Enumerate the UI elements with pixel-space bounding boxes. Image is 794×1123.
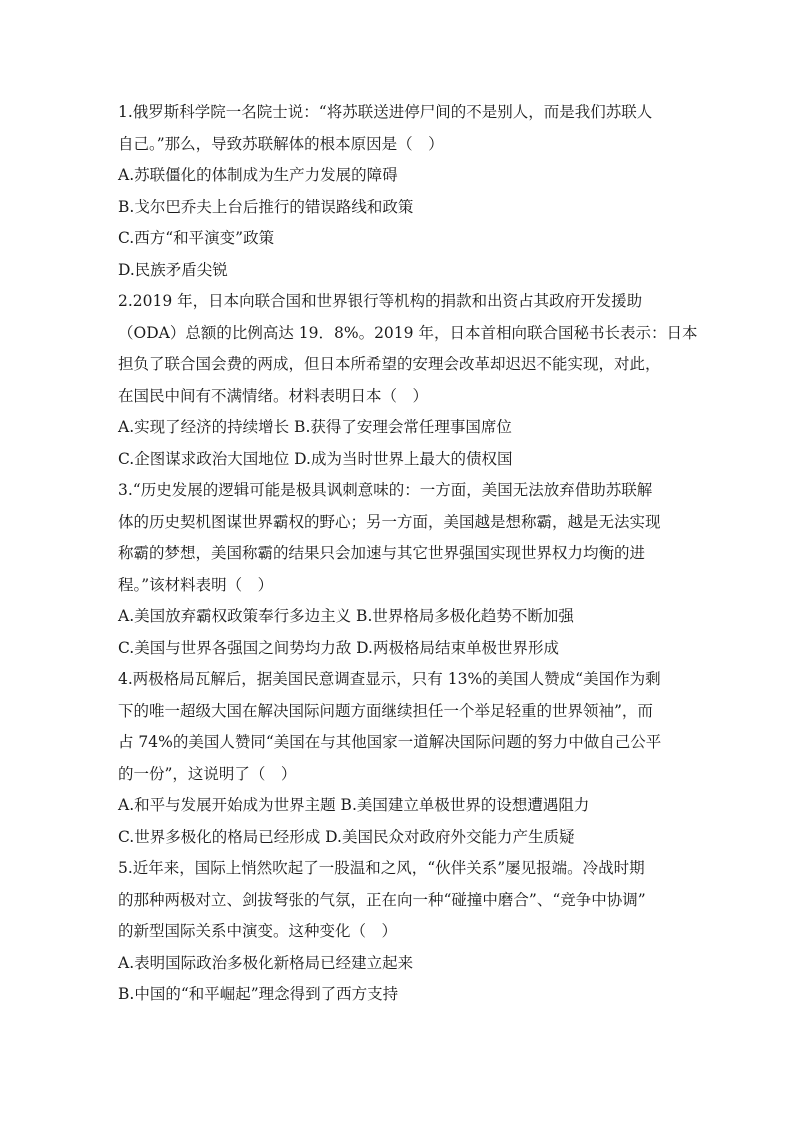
question-3-stem-line-4: 程。”该材料表明（ ） [118, 575, 274, 594]
question-5-stem-line-3: 的新型国际关系中演变。这种变化（ ） [118, 922, 398, 940]
question-3-stem-line-1: 3.“历史发展的逻辑可能是极具讽刺意味的：一方面，美国无法放弃借助苏联解 [118, 481, 653, 499]
question-5-stem-line-2: 的那种两极对立、剑拔弩张的气氛，正在向一种“碰撞中磨合”、“竞争中协调” [118, 890, 646, 909]
question-4-stem-line-3: 占 74%的美国人赞同“美国在与其他国家一道解决国际问题的努力中做自己公平 [118, 733, 662, 751]
question-1-stem-line-2: 自己。”那么，导致苏联解体的根本原因是（ ） [118, 134, 444, 153]
question-5-option-b: B.中国的“和平崛起”理念得到了西方支持 [118, 985, 399, 1003]
question-4-stem-line-2: 下的唯一超级大国在解决国际问题方面继续担任一个举足轻重的世界领袖”，而 [118, 701, 653, 720]
question-4-options-ab: A.和平与发展开始成为世界主题 B.美国建立单极世界的设想遭遇阻力 [118, 796, 590, 814]
question-1-option-a: A.苏联僵化的体制成为生产力发展的障碍 [118, 166, 398, 184]
question-3-stem-line-2: 体的历史契机图谋世界霸权的野心；另一方面，美国越是想称霸，越是无法实现 [118, 512, 661, 531]
question-4 [118, 664, 678, 853]
question-1-option-c: C.西方“和平演变”政策 [118, 229, 275, 247]
question-5 [118, 853, 678, 1011]
question-1-option-d: D.民族矛盾尖锐 [118, 260, 228, 279]
question-2-stem-line-3: 担负了联合国会费的两成，但日本所希望的安理会改革却迟迟不能实现，对此， [118, 355, 661, 373]
question-3-options-ab: A.美国放弃霸权政策奉行多边主义 B.世界格局多极化趋势不断加强 [118, 607, 574, 625]
question-3-options-cd: C.美国与世界各强国之间势均力敌 D.两极格局结束单极世界形成 [118, 638, 559, 657]
question-2-stem-line-1: 2.2019 年，日本向联合国和世界银行等机构的捐款和出资占其政府开发援助 [118, 292, 643, 310]
question-1-stem-line-1: 1.俄罗斯科学院一名院士说：“将苏联送进停尸间的不是别人，而是我们苏联人 [118, 103, 653, 121]
question-1-option-b: B.戈尔巴乔夫上台后推行的错误路线和政策 [118, 197, 414, 216]
question-2 [118, 286, 698, 475]
question-4-options-cd: C.世界多极化的格局已经形成 D.美国民众对政府外交能力产生质疑 [118, 827, 575, 846]
question-4-stem-line-1: 4.两极格局瓦解后，据美国民意调查显示，只有 13%的美国人赞成“美国作为剩 [118, 670, 661, 688]
question-3 [118, 475, 678, 664]
question-2-stem-line-4: 在国民中间有不满情绪。材料表明日本（ ） [118, 386, 429, 405]
question-1 [118, 97, 678, 286]
question-3-stem-line-3: 称霸的梦想，美国称霸的结果只会加速与其它世界强国实现世界权力均衡的进 [118, 544, 646, 562]
question-2-options-cd: C.企图谋求政治大国地位 D.成为当时世界上最大的债权国 [118, 449, 513, 468]
question-5-stem-line-1: 5.近年来，国际上悄然吹起了一股温和之风，“伙伴关系”屡见报端。冷战时期 [118, 859, 645, 877]
question-2-options-ab: A.实现了经济的持续增长 B.获得了安理会常任理事国席位 [118, 418, 512, 436]
question-list [118, 97, 698, 1011]
question-4-stem-line-4: 的一份”，这说明了（ ） [118, 764, 297, 783]
question-5-option-a: A.表明国际政治多极化新格局已经建立起来 [118, 953, 414, 972]
question-2-stem-line-2: （ODA）总额的比例高达 19．8%。2019 年，日本首相向联合国秘书长表示：日本 [118, 323, 698, 342]
